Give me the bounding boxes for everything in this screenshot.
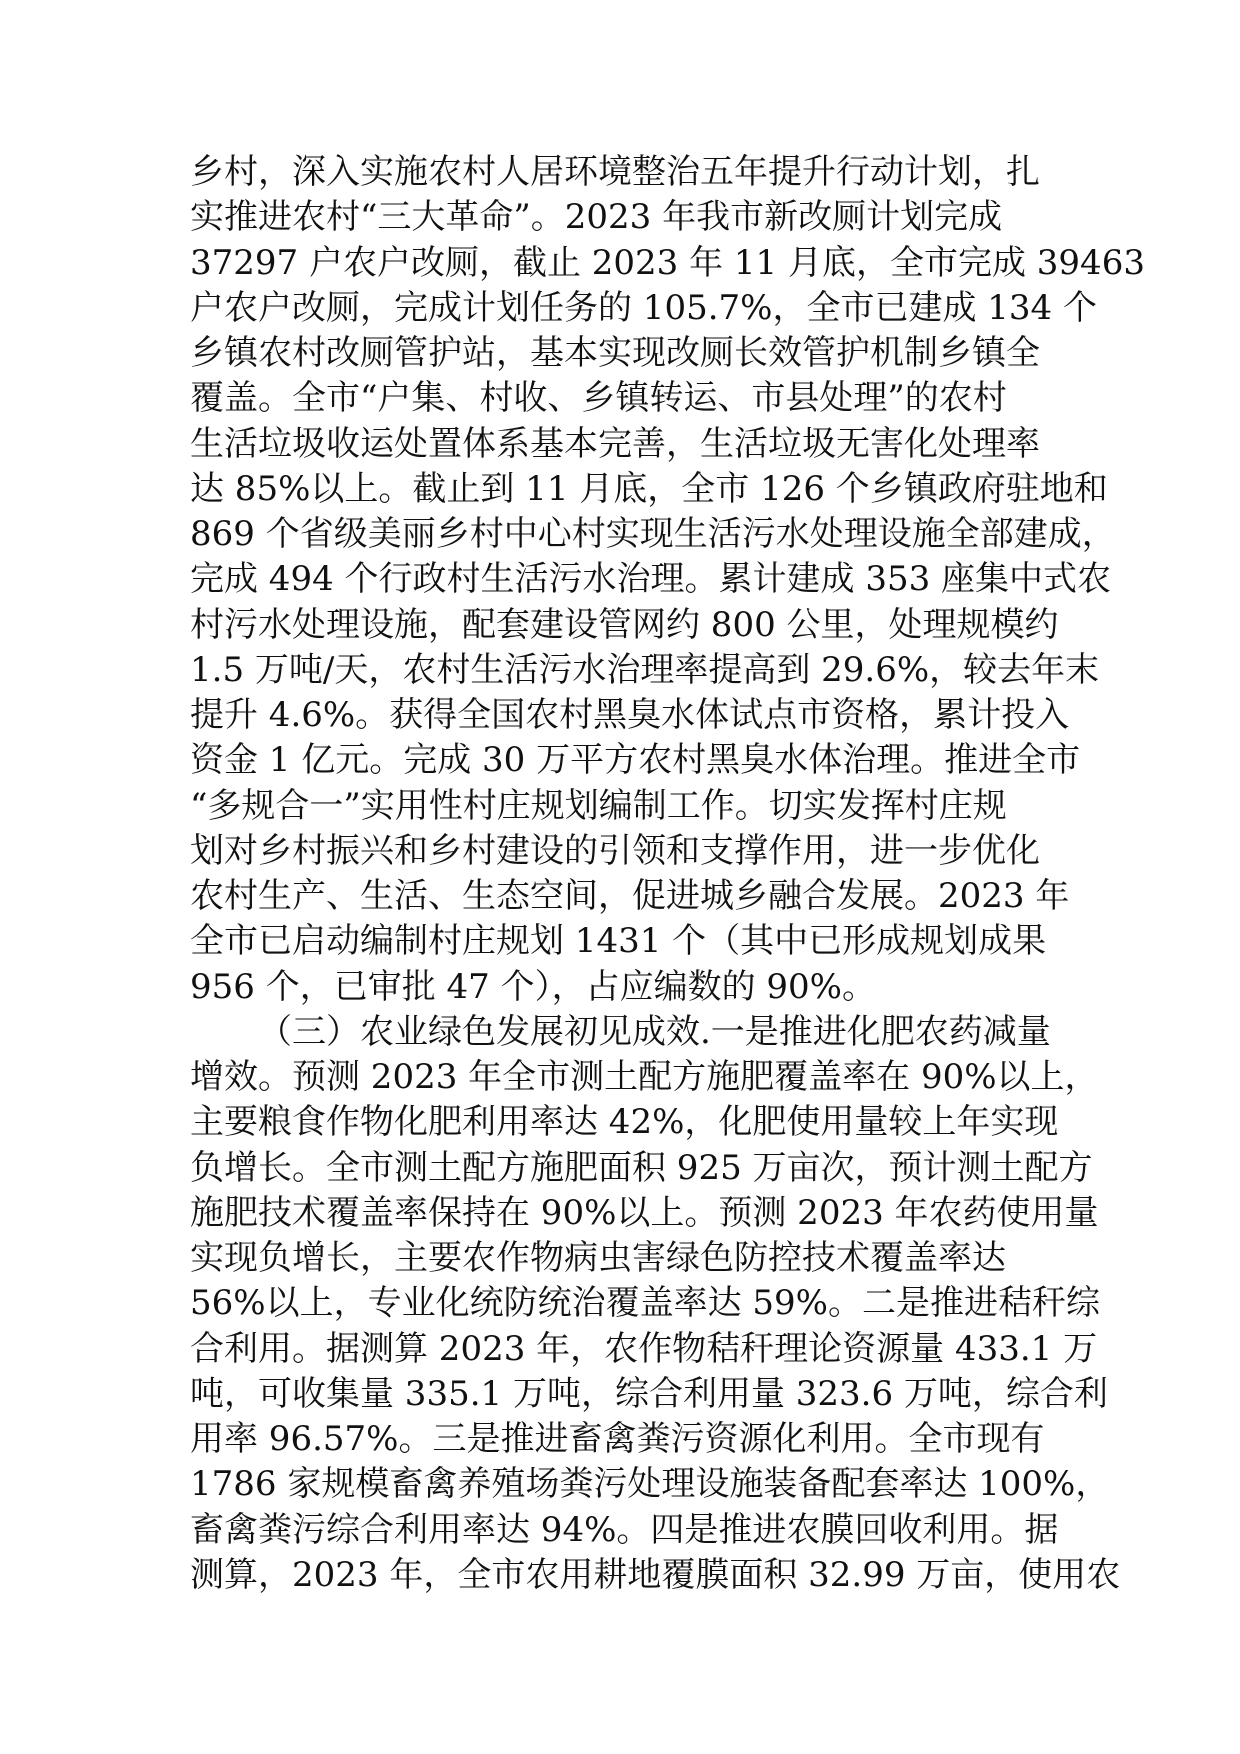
text-line: 37297 户农户改厕，截止 2023 年 11 月底，全市完成 39463 [190,242,1145,283]
text-line: 实现负增长，主要农作物病虫害绿色防控技术覆盖率达 [190,1238,1006,1278]
text-line: 主要粮食作物化肥利用率达 42%，化肥使用量较上年实现 [190,1102,1059,1143]
text-line: 1.5 万吨/天，农村生活污水治理率提高到 29.6%，较去年末 [190,649,1100,690]
text-line: 增效。预测 2023 年全市测土配方施肥覆盖率在 90%以上， [190,1057,1099,1097]
text-line: 1786 家规模畜禽养殖场粪污处理设施装备配套率达 100%， [190,1464,1110,1505]
text-line: 达 85%以上。截止到 11 月底，全市 126 个乡镇政府驻地和 [190,468,1108,509]
text-line: 提升 4.6%。获得全国农村黑臭水体试点市资格，累计投入 [190,695,1070,735]
text-line: 施肥技术覆盖率保持在 90%以上。预测 2023 年农药使用量 [190,1192,1099,1233]
text-line: 实推进农村“三大革命”。2023 年我市新改厕计划完成 [190,197,1003,238]
text-line: 畜禽粪污综合利用率达 94%。四是推进农膜回收利用。据 [190,1509,1059,1550]
text-line: 合利用。据测算 2023 年，农作物秸秆理论资源量 433.1 万 [190,1328,1098,1369]
text-line: 测算，2023 年，全市农用耕地覆膜面积 32.99 万亩，使用农 [190,1554,1121,1595]
text-line: 划对乡村振兴和乡村建设的引领和支撑作用，进一步优化 [190,830,1040,871]
text-line: 56%以上，专业化统防统治覆盖率达 59%。二是推进秸秆综 [190,1283,1100,1324]
text-line: 乡村，深入实施农村人居环境整治五年提升行动计划，扎 [190,152,1040,192]
section-heading-line: （三）农业绿色发展初见成效.一是推进化肥农药减量 [258,1011,1051,1052]
text-line: 村污水处理设施，配套建设管网约 800 公里，处理规模约 [190,604,1059,645]
text-line: 生活垃圾收运处置体系基本完善，生活垃圾无害化处理率 [190,423,1040,464]
text-line: 全市已启动编制村庄规划 1431 个（其中已形成规划成果 [190,921,1047,962]
text-line: 负增长。全市测土配方施肥面积 925 万亩次，预计测土配方 [190,1147,1093,1188]
text-line: 覆盖。全市“户集、村收、乡镇转运、市县处理”的农村 [190,378,1007,419]
text-line: 用率 96.57%。三是推进畜禽粪污资源化利用。全市现有 [190,1419,1045,1459]
text-line: 吨，可收集量 335.1 万吨，综合利用量 323.6 万吨，综合利 [190,1373,1108,1414]
body-text [190,150,1145,1598]
text-line: 956 个，已审批 47 个），占应编数的 90%。 [190,966,876,1007]
text-line: “多规合一”实用性村庄规划编制工作。切实发挥村庄规 [190,785,1007,826]
text-line: 乡镇农村改厕管护站，基本实现改厕长效管护机制乡镇全 [190,333,1040,373]
text-line: 户农户改厕，完成计划任务的 105.7%，全市已建成 134 个 [190,287,1097,328]
text-line: 869 个省级美丽乡村中心村实现生活污水处理设施全部建成， [190,514,1116,554]
text-line: 资金 1 亿元。完成 30 万平方农村黑臭水体治理。推进全市 [190,740,1081,781]
text-line: 完成 494 个行政村生活污水治理。累计建成 353 座集中式农 [190,559,1112,600]
text-line: 农村生产、生活、生态空间，促进城乡融合发展。2023 年 [190,876,1070,916]
